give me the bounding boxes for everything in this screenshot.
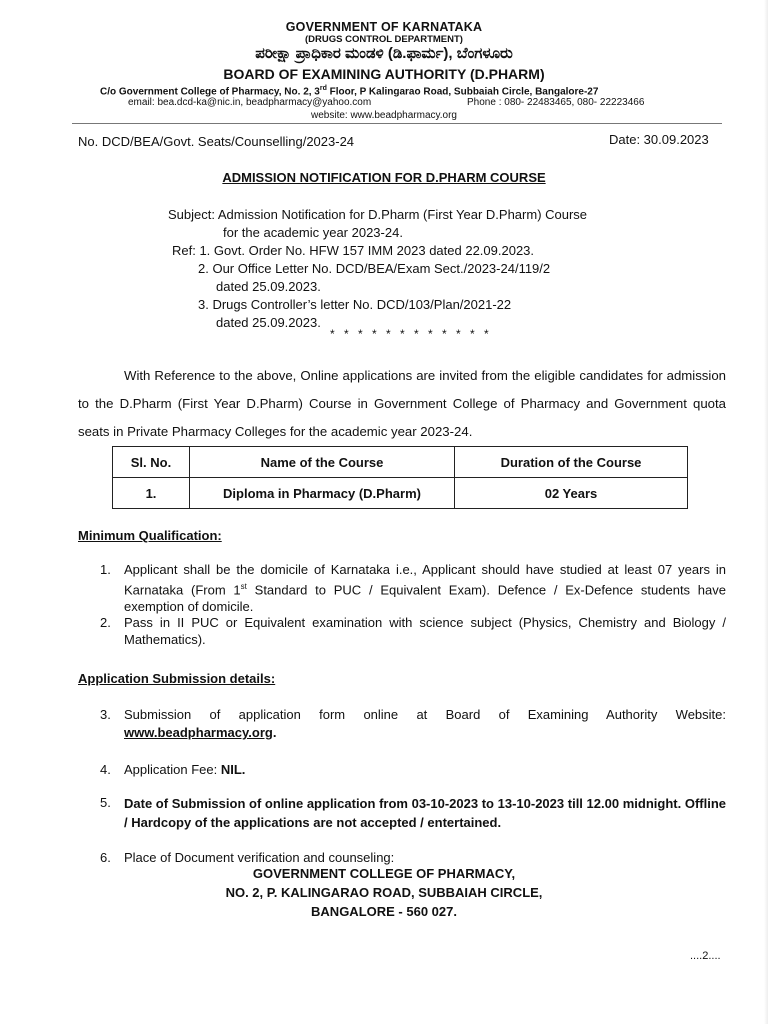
header-website: website: www.beadpharmacy.org — [311, 110, 457, 121]
reference-2: 2. Our Office Letter No. DCD/BEA/Exam Sect./2023-24/119/2 — [198, 261, 551, 276]
list-superscript: st — [240, 582, 247, 591]
table-header-row — [113, 447, 688, 478]
intro-paragraph: With Reference to the above, Online applications are invited from the eligible candidates for admission to the D.Pharm (First Year D.Pharm) Course in Government College of Pharmacy and Government quota seats in Private Pharmacy Colleges for the academic year 2023-24. — [78, 368, 726, 439]
list-item — [100, 614, 726, 648]
table-cell: 02 Years — [455, 478, 688, 509]
header-address — [100, 85, 700, 97]
list-item — [100, 561, 726, 615]
header-email: email: bea.dcd-ka@nic.in, beadpharmacy@yahoo.com — [128, 97, 372, 108]
reference-number: No. DCD/BEA/Govt. Seats/Counselling/2023-24 — [78, 134, 355, 149]
reference-2-date: dated 25.09.2023. — [216, 279, 321, 294]
list-item — [100, 761, 726, 778]
list-number: 1. — [100, 562, 111, 577]
subject-line-1: Subject: Admission Notification for D.Pharm (First Year D.Pharm) Course — [168, 207, 588, 222]
list-item — [100, 794, 726, 832]
table-header-cell: Sl. No. — [113, 447, 190, 478]
application-submission-heading: Application Submission details: — [78, 671, 276, 686]
list-item — [100, 706, 726, 723]
list-text: Submission of application form online at Board of Examining Authority Website: — [124, 707, 726, 722]
list-text: Place of Document verification and counseling: — [124, 850, 395, 865]
list-number: 2. — [100, 615, 111, 630]
address-line-3: BANGALORE - 560 027. — [311, 904, 457, 919]
list-text-part: Applicant shall be the domicile of Karnataka i.e., Applicant should have studied at least 07 years in Karnataka (From 1 — [124, 562, 726, 598]
address-line-1: GOVERNMENT COLLEGE OF PHARMACY, — [252, 866, 516, 881]
table-header-cell: Name of the Course — [190, 447, 455, 478]
address-part-2: Floor, P Kalingarao Road, Subbaiah Circle, Bangalore-27 — [326, 86, 599, 98]
list-text: Pass in II PUC or Equivalent examination with science subject (Physics, Chemistry and Biology / Mathematics). — [124, 615, 726, 647]
header-phone: Phone : 080- 22483465, 080- 22223466 — [467, 97, 645, 108]
page-number: ....2.... — [690, 950, 721, 962]
reference-3: 3. Drugs Controller’s letter No. DCD/103/Plan/2021-22 — [198, 297, 512, 312]
list-text: Date of Submission of online application from 03-10-2023 to 13-10-2023 till 12.00 midnight. Offline / Hardcopy of the applications are not accepted / entertained. — [124, 796, 726, 830]
list-number: 5. — [100, 795, 111, 810]
list-text — [124, 761, 726, 778]
website-link[interactable]: www.beadpharmacy.org — [124, 725, 273, 740]
header-board-title: BOARD OF EXAMINING AUTHORITY (D.PHARM) — [223, 66, 545, 82]
table-row — [113, 478, 688, 509]
header-kannada-title: ಪರೀಕ್ಷಾ ಪ್ರಾಧಿಕಾರ ಮಂಡಳಿ (ಡಿ.ಫಾರ್ಮ), ಬೆಂಗಳೂರು — [255, 45, 513, 62]
table-cell: Diploma in Pharmacy (D.Pharm) — [190, 478, 455, 509]
subject-line-2: for the academic year 2023-24. — [223, 225, 403, 240]
list-text-bold: NIL. — [220, 762, 246, 777]
list-text — [124, 724, 726, 741]
course-table — [112, 446, 688, 509]
notification-date: Date: 30.09.2023 — [609, 132, 709, 147]
address-superscript: rd — [319, 85, 327, 92]
list-text-part: . — [272, 725, 277, 740]
reference-3-date: dated 25.09.2023. — [216, 315, 321, 330]
header-department: (DRUGS CONTROL DEPARTMENT) — [305, 34, 463, 45]
table-header-cell: Duration of the Course — [455, 447, 688, 478]
list-number: 3. — [100, 707, 111, 722]
list-number: 6. — [100, 850, 111, 865]
notification-title: ADMISSION NOTIFICATION FOR D.PHARM COURSE — [222, 170, 546, 185]
list-number: 4. — [100, 762, 111, 777]
table-cell: 1. — [113, 478, 190, 509]
address-line-2: NO. 2, P. KALINGARAO ROAD, SUBBAIAH CIRCLE, — [225, 885, 543, 900]
list-text-part: Standard to PUC / Equivalent Exam). Defence / Ex-Defence students have exemption of domicile. — [124, 582, 726, 615]
reference-1: Ref: 1. Govt. Order No. HFW 157 IMM 2023 dated 22.09.2023. — [172, 243, 535, 258]
list-text — [124, 561, 726, 615]
list-text-part: Application Fee: — [124, 762, 221, 777]
list-item-continuation — [100, 724, 726, 741]
header-divider — [72, 123, 722, 124]
page-edge — [764, 0, 768, 1024]
min-qualification-heading: Minimum Qualification: — [78, 528, 222, 543]
header-government: GOVERNMENT OF KARNATAKA — [285, 20, 483, 34]
separator-stars: * * * * * * * * * * * * — [330, 327, 492, 341]
address-part-1: C/o Government College of Pharmacy, No. 2, 3 — [100, 86, 320, 98]
